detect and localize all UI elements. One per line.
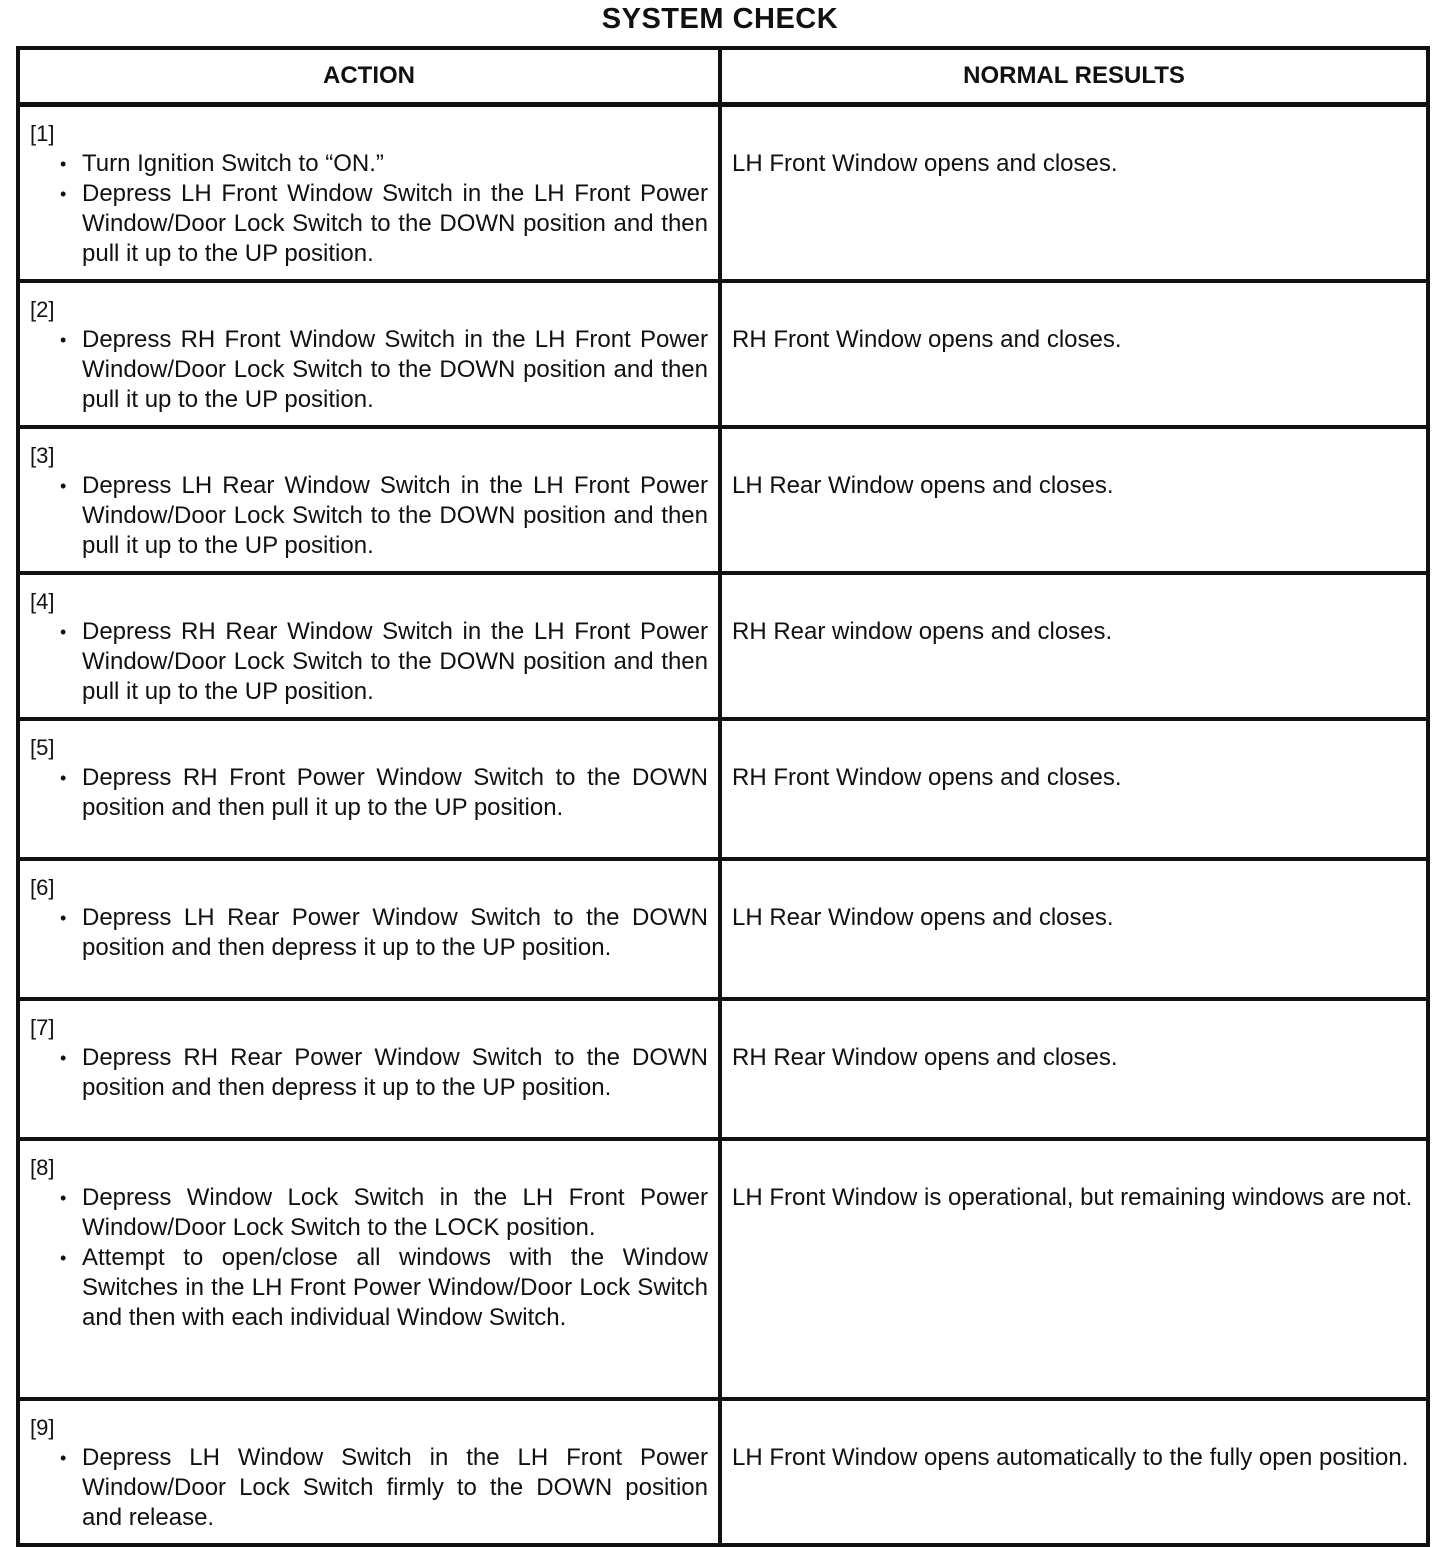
result-text: LH Front Window is operational, but remaining windows are not. xyxy=(732,1184,1413,1211)
result-cell xyxy=(720,999,1428,1139)
action-list xyxy=(30,149,708,269)
action-cell xyxy=(18,427,720,573)
action-column-header: ACTION xyxy=(18,48,720,105)
results-column-header: NORMAL RESULTS xyxy=(720,48,1428,105)
action-item: • Depress RH Rear Window Switch in the LH Front Power Window/Door Lock Switch to the DOWN position and then pull it up to the UP position. xyxy=(82,617,708,707)
step-number: [5] xyxy=(30,735,55,760)
table-row xyxy=(18,999,1428,1139)
action-list xyxy=(30,471,708,561)
action-item: • Attempt to open/close all windows with the Window Switches in the LH Front Power Window/Door Lock Switch and then with each individual Window Switch. xyxy=(82,1243,708,1333)
table-row xyxy=(18,281,1428,427)
step-number: [7] xyxy=(30,1015,55,1040)
table-row xyxy=(18,427,1428,573)
action-list xyxy=(30,1443,708,1533)
action-cell xyxy=(18,105,720,282)
result-cell xyxy=(720,427,1428,573)
step-number: [6] xyxy=(30,875,55,900)
step-number: [3] xyxy=(30,443,55,468)
action-cell xyxy=(18,719,720,859)
system-check-table xyxy=(16,46,1430,1547)
result-text: RH Rear Window opens and closes. xyxy=(732,1044,1118,1071)
action-item: • Depress RH Front Power Window Switch to the DOWN position and then pull it up to the UP position. xyxy=(82,763,708,823)
action-list xyxy=(30,763,708,823)
step-number: [1] xyxy=(30,121,55,146)
action-list xyxy=(30,617,708,707)
action-list xyxy=(30,1183,708,1333)
action-item: • Depress LH Window Switch in the LH Front Power Window/Door Lock Switch firmly to the DOWN position and release. xyxy=(82,1443,708,1533)
action-cell xyxy=(18,573,720,719)
step-number: [4] xyxy=(30,589,55,614)
result-cell xyxy=(720,105,1428,282)
action-item: • Depress LH Rear Window Switch in the LH Front Power Window/Door Lock Switch to the DOWN position and then pull it up to the UP position. xyxy=(82,471,708,561)
result-cell xyxy=(720,859,1428,999)
table-row xyxy=(18,859,1428,999)
action-cell xyxy=(18,1139,720,1399)
result-text: LH Rear Window opens and closes. xyxy=(732,472,1114,499)
page-title: SYSTEM CHECK xyxy=(601,3,839,35)
action-cell xyxy=(18,1399,720,1545)
result-cell xyxy=(720,281,1428,427)
result-text: RH Front Window opens and closes. xyxy=(732,326,1122,353)
action-item: • Depress Window Lock Switch in the LH Front Power Window/Door Lock Switch to the LOCK position. xyxy=(82,1183,708,1243)
result-text: RH Rear window opens and closes. xyxy=(732,618,1113,645)
result-cell xyxy=(720,573,1428,719)
action-cell xyxy=(18,859,720,999)
result-text: LH Rear Window opens and closes. xyxy=(732,904,1114,931)
result-text: LH Front Window opens automatically to the fully open position. xyxy=(732,1444,1409,1471)
header-row xyxy=(18,48,1428,105)
action-item: • Depress LH Rear Power Window Switch to the DOWN position and then depress it up to the UP position. xyxy=(82,903,708,963)
result-cell xyxy=(720,1399,1428,1545)
action-item: • Turn Ignition Switch to “ON.” xyxy=(82,149,708,179)
action-list xyxy=(30,325,708,415)
action-cell xyxy=(18,999,720,1139)
action-list xyxy=(30,1043,708,1103)
step-number: [8] xyxy=(30,1155,55,1180)
action-item: • Depress RH Rear Power Window Switch to the DOWN position and then depress it up to the UP position. xyxy=(82,1043,708,1103)
table-row xyxy=(18,105,1428,282)
action-list xyxy=(30,903,708,963)
table-row xyxy=(18,1399,1428,1545)
table-row xyxy=(18,573,1428,719)
table-row xyxy=(18,719,1428,859)
step-number: [9] xyxy=(30,1415,55,1440)
result-cell xyxy=(720,1139,1428,1399)
action-item: • Depress LH Front Window Switch in the LH Front Power Window/Door Lock Switch to the DOWN position and then pull it up to the UP position. xyxy=(82,179,708,269)
action-item: • Depress RH Front Window Switch in the LH Front Power Window/Door Lock Switch to the DOWN position and then pull it up to the UP position. xyxy=(82,325,708,415)
table-row xyxy=(18,1139,1428,1399)
result-cell xyxy=(720,719,1428,859)
result-text: RH Front Window opens and closes. xyxy=(732,764,1122,791)
action-cell xyxy=(18,281,720,427)
result-text: LH Front Window opens and closes. xyxy=(732,150,1118,177)
step-number: [2] xyxy=(30,297,55,322)
